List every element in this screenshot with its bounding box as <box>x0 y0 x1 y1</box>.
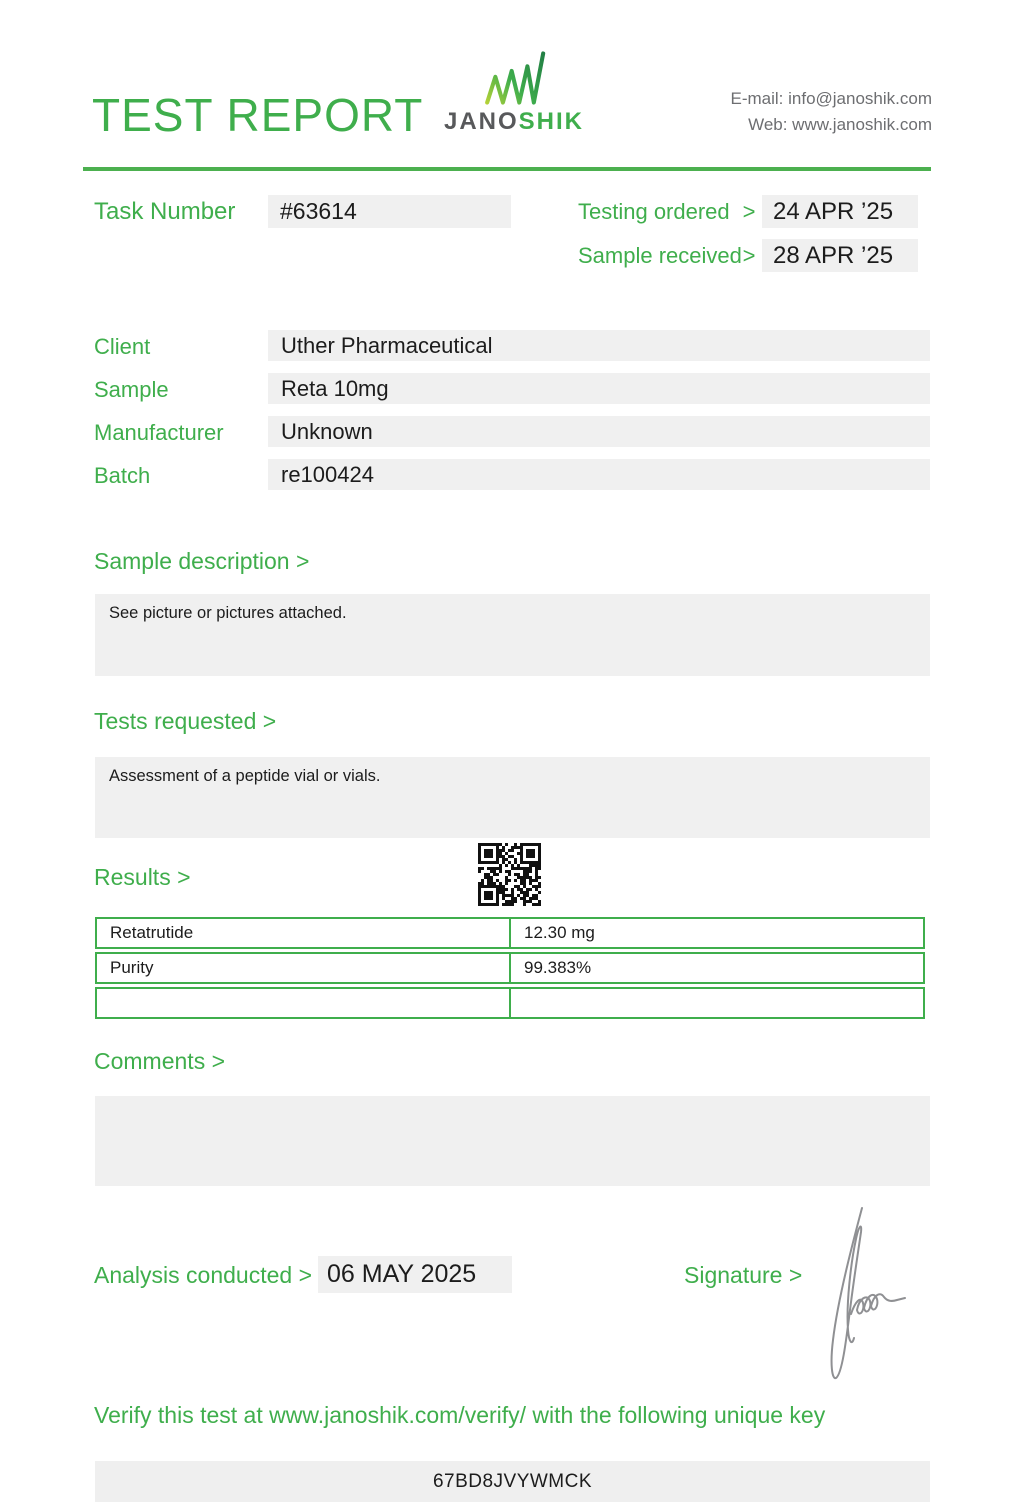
client-label: Client <box>94 334 151 359</box>
batch-label: Batch <box>94 463 151 488</box>
contact-info <box>731 86 933 138</box>
batch-value: re100424 <box>268 459 930 490</box>
sample-description-heading: Sample description > <box>94 548 310 574</box>
manufacturer-label: Manufacturer <box>94 420 224 445</box>
contact-web: Web: www.janoshik.com <box>748 115 932 134</box>
results-table <box>95 914 925 1022</box>
comments-box <box>95 1096 930 1186</box>
sample-received-arrow: > <box>742 242 756 268</box>
testing-ordered-date: 24 APR ’25 <box>762 195 918 228</box>
result-value: 99.383% <box>510 952 925 984</box>
task-number-label: Task Number <box>94 198 236 225</box>
sample-label: Sample <box>94 377 169 402</box>
result-name: Purity <box>95 952 510 984</box>
tests-requested-heading: Tests requested > <box>94 708 277 734</box>
analysis-conducted-label: Analysis conducted > <box>94 1262 312 1288</box>
signature-image <box>818 1202 910 1394</box>
sample-value: Reta 10mg <box>268 373 930 404</box>
testing-ordered-row <box>578 195 918 228</box>
qr-code-icon <box>478 843 541 906</box>
result-name <box>95 987 510 1019</box>
unique-key-value: 67BD8JVYWMCK <box>95 1461 930 1502</box>
sample-received-row <box>578 239 918 272</box>
signature-label: Signature > <box>684 1262 803 1288</box>
table-row <box>95 987 925 1019</box>
contact-email: E-mail: info@janoshik.com <box>730 89 932 108</box>
task-number-value: #63614 <box>268 195 511 228</box>
result-value <box>510 987 925 1019</box>
sample-description-text: See picture or pictures attached. <box>109 604 347 622</box>
sample-received-date: 28 APR ’25 <box>762 239 918 272</box>
header-divider <box>83 167 931 171</box>
sample-description-box <box>95 594 930 676</box>
chart-growth-icon <box>481 50 547 106</box>
analysis-conducted-date: 06 MAY 2025 <box>318 1256 512 1293</box>
tests-requested-box <box>95 757 930 838</box>
logo <box>440 50 588 136</box>
client-value: Uther Pharmaceutical <box>268 330 930 361</box>
logo-word-jano: JANO <box>443 108 519 135</box>
table-row <box>95 952 925 984</box>
tests-requested-text: Assessment of a peptide vial or vials. <box>109 767 381 785</box>
testing-ordered-label: Testing ordered <box>578 198 730 224</box>
sample-received-label: Sample received <box>578 242 742 268</box>
table-row <box>95 917 925 949</box>
manufacturer-value: Unknown <box>268 416 930 447</box>
result-value: 12.30 mg <box>510 917 925 949</box>
testing-ordered-arrow: > <box>742 198 756 224</box>
verify-instruction: Verify this test at www.janoshik.com/verify/ with the following unique key <box>94 1402 826 1428</box>
logo-wordmark <box>440 108 588 136</box>
result-name: Retatrutide <box>95 917 510 949</box>
logo-word-shik: SHIK <box>518 108 585 135</box>
comments-heading: Comments > <box>94 1048 226 1074</box>
page-title: TEST REPORT <box>92 89 424 141</box>
results-heading: Results > <box>94 864 191 890</box>
